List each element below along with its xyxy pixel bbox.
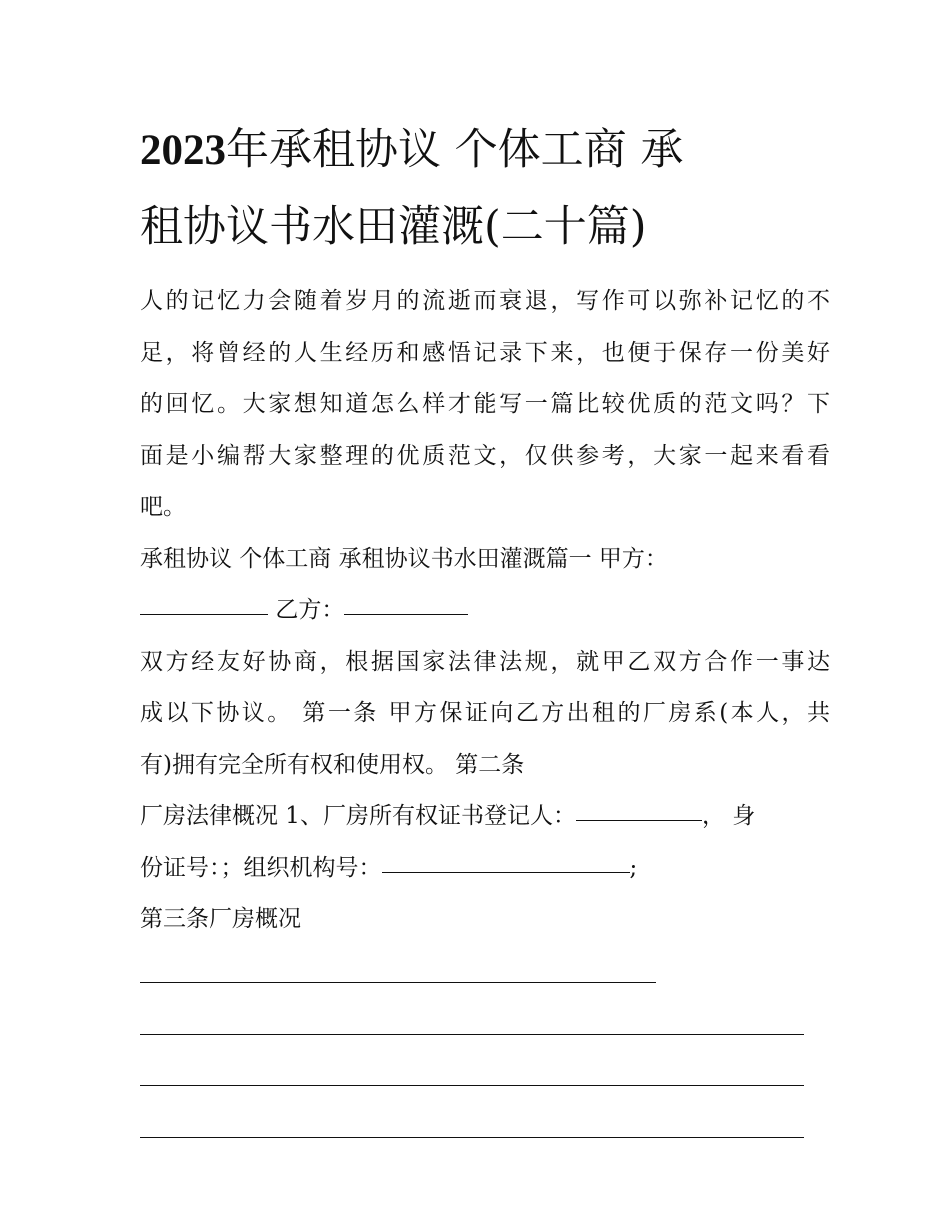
registrant-blank	[576, 820, 702, 821]
clause2-line-1-text: 厂房法律概况 1、厂房所有权证书登记人：	[140, 803, 576, 829]
title-year: 2023	[140, 127, 226, 174]
party-b-label: 乙方：	[275, 597, 345, 623]
blank-rule-1	[140, 946, 830, 998]
title-line-2: 租协议书水田灌溉(二十篇)	[140, 202, 647, 252]
party-line	[140, 585, 830, 637]
clause2-line-2	[140, 843, 830, 895]
intro-line-1: 人的记忆力会随着岁月的流逝而衰退，写作可以弥补记忆的不	[140, 288, 830, 314]
clause2-line-2-text: 份证号：；组织机构号：	[140, 854, 382, 881]
party-a-blank	[140, 614, 268, 615]
document-title	[140, 112, 830, 265]
org-code-blank	[382, 872, 630, 873]
agreement-line-2: 成以下协议。 第一条 甲方保证向乙方出租的厂房系(本人，共	[140, 700, 830, 726]
intro-line-4: 面是小编帮大家整理的优质范文，仅供参考，大家一起来看看	[140, 442, 830, 469]
intro-line-3: 的回忆。大家想知道怎么样才能写一篇比较优质的范文吗？下	[140, 391, 830, 417]
document-body	[140, 276, 830, 1152]
intro-line-5: 吧。	[140, 494, 186, 520]
section-heading: 承租协议 个体工商 承租协议书水田灌溉篇一 甲方：	[140, 545, 668, 572]
clause2-line-2-end: ;	[629, 854, 638, 881]
title-line-1-text: 年承租协议 个体工商 承	[226, 125, 684, 175]
blank-rule-2	[140, 997, 830, 1049]
blank-rule-4	[140, 1100, 830, 1152]
intro-line-2: 足，将曾经的人生经历和感悟记录下来，也便于保存一份美好	[140, 339, 830, 366]
agreement-line-3: 有)拥有完全所有权和使用权。 第二条	[140, 751, 525, 778]
clause2-line-1-end: ， 身	[701, 803, 756, 829]
agreement-line-1: 双方经友好协商，根据国家法律法规，就甲乙双方合作一事达	[140, 648, 830, 675]
title-line-1	[140, 112, 830, 189]
blank-rule-3	[140, 1049, 830, 1101]
clause2-line-1	[140, 791, 830, 843]
party-b-blank	[344, 614, 468, 615]
clause3-heading: 第三条厂房概况	[140, 906, 301, 932]
